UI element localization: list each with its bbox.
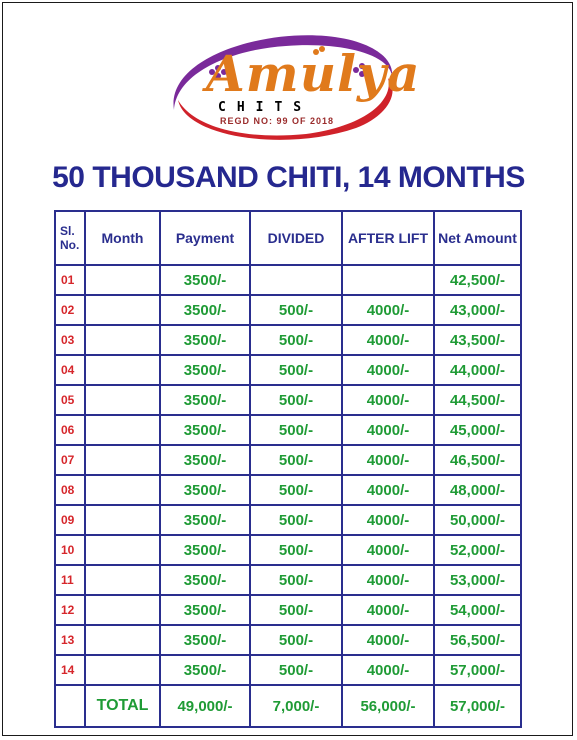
row-month xyxy=(85,565,160,595)
row-after-lift: 4000/- xyxy=(342,415,434,445)
page-title: 50 THOUSAND CHITI, 14 MONTHS xyxy=(52,161,525,194)
row-sl-no: 06 xyxy=(55,415,85,445)
row-month xyxy=(85,475,160,505)
table-row xyxy=(55,325,521,355)
row-payment: 3500/- xyxy=(160,655,250,685)
row-sl-no: 01 xyxy=(55,265,85,295)
row-month xyxy=(85,505,160,535)
table-row xyxy=(55,295,521,325)
row-divided: 500/- xyxy=(250,415,342,445)
row-month xyxy=(85,355,160,385)
row-net-amount: 52,000/- xyxy=(434,535,521,565)
total-label: TOTAL xyxy=(85,685,160,727)
row-month xyxy=(85,655,160,685)
table-row xyxy=(55,385,521,415)
row-payment: 3500/- xyxy=(160,385,250,415)
row-net-amount: 43,500/- xyxy=(434,325,521,355)
table-row xyxy=(55,265,521,295)
row-month xyxy=(85,595,160,625)
row-net-amount: 42,500/- xyxy=(434,265,521,295)
row-after-lift: 4000/- xyxy=(342,535,434,565)
header-month: Month xyxy=(85,211,160,265)
row-sl-no: 12 xyxy=(55,595,85,625)
row-payment: 3500/- xyxy=(160,625,250,655)
total-divided: 7,000/- xyxy=(250,685,342,727)
row-divided: 500/- xyxy=(250,535,342,565)
chit-schedule-table xyxy=(54,210,522,728)
row-month xyxy=(85,535,160,565)
row-after-lift: 4000/- xyxy=(342,475,434,505)
header-after-lift: AFTER LIFT xyxy=(342,211,434,265)
row-month xyxy=(85,265,160,295)
row-payment: 3500/- xyxy=(160,565,250,595)
row-payment: 3500/- xyxy=(160,325,250,355)
row-month xyxy=(85,625,160,655)
row-divided: 500/- xyxy=(250,505,342,535)
row-month xyxy=(85,325,160,355)
row-month xyxy=(85,385,160,415)
row-divided: 500/- xyxy=(250,625,342,655)
row-after-lift xyxy=(342,265,434,295)
row-payment: 3500/- xyxy=(160,505,250,535)
row-month xyxy=(85,445,160,475)
row-net-amount: 43,000/- xyxy=(434,295,521,325)
row-net-amount: 48,000/- xyxy=(434,475,521,505)
table-row xyxy=(55,565,521,595)
row-divided: 500/- xyxy=(250,565,342,595)
logo-brand-text: Amulya xyxy=(206,44,421,103)
row-after-lift: 4000/- xyxy=(342,625,434,655)
row-after-lift: 4000/- xyxy=(342,355,434,385)
table-row xyxy=(55,445,521,475)
row-sl-no: 14 xyxy=(55,655,85,685)
row-sl-no: 05 xyxy=(55,385,85,415)
row-divided: 500/- xyxy=(250,475,342,505)
total-net-amount: 57,000/- xyxy=(434,685,521,727)
row-net-amount: 57,000/- xyxy=(434,655,521,685)
table-row xyxy=(55,625,521,655)
logo-registration-text: REGD NO: 99 OF 2018 xyxy=(220,116,335,126)
total-after-lift: 56,000/- xyxy=(342,685,434,727)
row-payment: 3500/- xyxy=(160,595,250,625)
header-sl-no: Sl. No. xyxy=(55,211,85,265)
table-row xyxy=(55,535,521,565)
row-net-amount: 44,000/- xyxy=(434,355,521,385)
table-row xyxy=(55,415,521,445)
row-payment: 3500/- xyxy=(160,445,250,475)
amulya-chits-logo xyxy=(166,30,421,150)
row-net-amount: 45,000/- xyxy=(434,415,521,445)
row-after-lift: 4000/- xyxy=(342,505,434,535)
row-payment: 3500/- xyxy=(160,415,250,445)
row-sl-no: 02 xyxy=(55,295,85,325)
row-divided: 500/- xyxy=(250,445,342,475)
row-divided: 500/- xyxy=(250,385,342,415)
row-sl-no: 08 xyxy=(55,475,85,505)
row-net-amount: 56,500/- xyxy=(434,625,521,655)
row-after-lift: 4000/- xyxy=(342,295,434,325)
row-payment: 3500/- xyxy=(160,265,250,295)
row-divided: 500/- xyxy=(250,325,342,355)
table-row xyxy=(55,595,521,625)
row-divided: 500/- xyxy=(250,655,342,685)
row-sl-no: 03 xyxy=(55,325,85,355)
row-after-lift: 4000/- xyxy=(342,565,434,595)
row-sl-no: 10 xyxy=(55,535,85,565)
row-after-lift: 4000/- xyxy=(342,385,434,415)
row-month xyxy=(85,415,160,445)
row-sl-no: 11 xyxy=(55,565,85,595)
header-divided: DIVIDED xyxy=(250,211,342,265)
table-row xyxy=(55,475,521,505)
row-payment: 3500/- xyxy=(160,475,250,505)
row-net-amount: 53,000/- xyxy=(434,565,521,595)
row-payment: 3500/- xyxy=(160,295,250,325)
total-payment: 49,000/- xyxy=(160,685,250,727)
row-sl-no: 07 xyxy=(55,445,85,475)
header-net-amount: Net Amount xyxy=(434,211,521,265)
table-header-row xyxy=(55,211,521,265)
row-divided: 500/- xyxy=(250,295,342,325)
total-blank-cell xyxy=(55,685,85,727)
row-month xyxy=(85,295,160,325)
row-net-amount: 54,000/- xyxy=(434,595,521,625)
row-net-amount: 46,500/- xyxy=(434,445,521,475)
logo-sub-text: CHITS xyxy=(218,100,313,115)
row-net-amount: 44,500/- xyxy=(434,385,521,415)
row-sl-no: 04 xyxy=(55,355,85,385)
row-payment: 3500/- xyxy=(160,355,250,385)
table-row xyxy=(55,355,521,385)
row-after-lift: 4000/- xyxy=(342,595,434,625)
row-after-lift: 4000/- xyxy=(342,325,434,355)
row-divided: 500/- xyxy=(250,595,342,625)
total-row xyxy=(55,685,521,727)
table-row xyxy=(55,505,521,535)
row-sl-no: 09 xyxy=(55,505,85,535)
row-payment: 3500/- xyxy=(160,535,250,565)
row-after-lift: 4000/- xyxy=(342,445,434,475)
row-sl-no: 13 xyxy=(55,625,85,655)
row-after-lift: 4000/- xyxy=(342,655,434,685)
row-net-amount: 50,000/- xyxy=(434,505,521,535)
row-divided: 500/- xyxy=(250,355,342,385)
header-payment: Payment xyxy=(160,211,250,265)
row-divided xyxy=(250,265,342,295)
table-row xyxy=(55,655,521,685)
